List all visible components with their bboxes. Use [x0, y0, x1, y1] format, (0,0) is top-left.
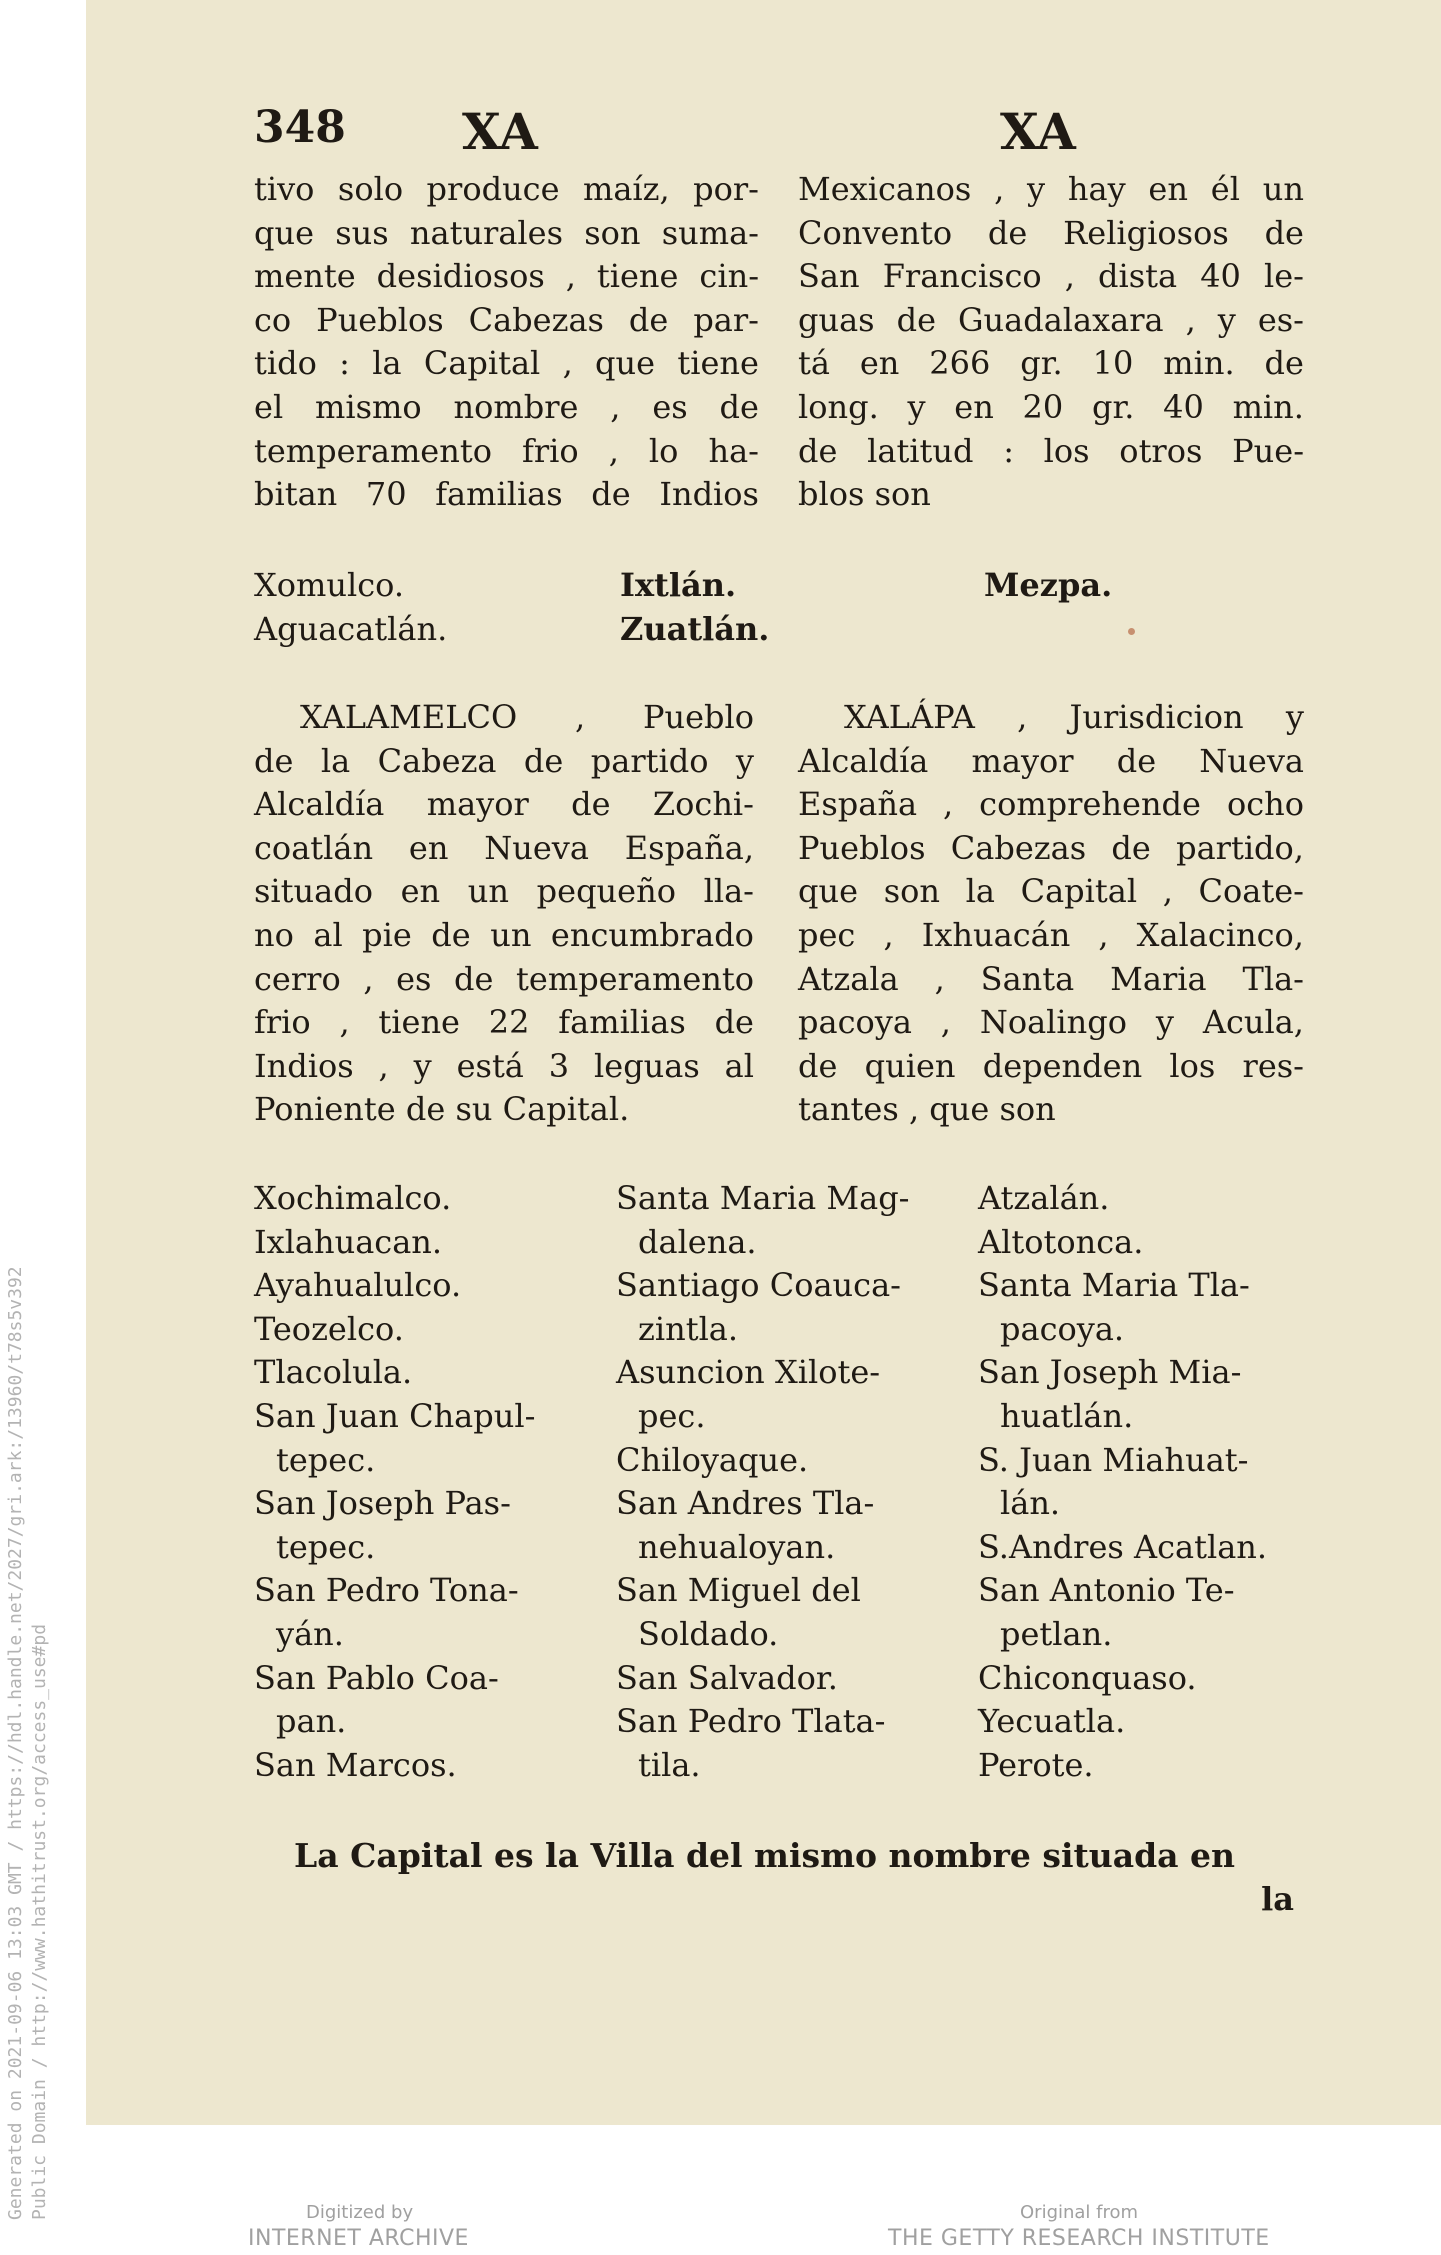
- ink-speck: [1128, 628, 1135, 635]
- list-item: San Joseph Pas-: [254, 1484, 511, 1523]
- list-item: Asuncion Xilote-: [616, 1353, 881, 1392]
- list-item: San Antonio Te-: [978, 1571, 1235, 1610]
- list-item: San Pedro Tona-: [254, 1571, 519, 1610]
- list-item: San Andres Tla-: [616, 1484, 875, 1523]
- text-line: de la Cabeza de partido y: [254, 741, 754, 780]
- text-line: situado en un pequeño lla-: [254, 872, 754, 911]
- text-line: Alcaldía mayor de Nueva: [798, 741, 1304, 780]
- text-line: Pueblos Cabezas de partido,: [798, 828, 1304, 867]
- list-item: Ixtlán.: [620, 566, 737, 604]
- running-head-left: XA: [462, 102, 538, 161]
- text-line: España , comprehende ocho: [798, 785, 1304, 824]
- middle-left-column: [254, 696, 754, 1132]
- text-line: Poniente de su Capital.: [254, 1090, 630, 1129]
- internet-archive-label: INTERNET ARCHIVE: [248, 2226, 469, 2251]
- text-line: de latitud : los otros Pue-: [798, 431, 1304, 470]
- text-line: que son la Capital , Coate-: [798, 872, 1304, 911]
- list-item: huatlán.: [1000, 1396, 1134, 1435]
- text-line: cerro , es de temperamento: [254, 959, 754, 998]
- generation-stamp: [4, 1266, 52, 2220]
- text-line: tantes , que son: [798, 1090, 1056, 1129]
- list-item: Zuatlán.: [620, 609, 770, 648]
- text-line: Alcaldía mayor de Zochi-: [254, 785, 754, 824]
- text-line: tivo solo produce maíz, por-: [254, 170, 759, 208]
- digitized-by-label: Digitized by: [306, 2202, 414, 2223]
- list-item: dalena.: [638, 1222, 757, 1261]
- list-item: Yecuatla.: [978, 1702, 1126, 1741]
- text-line: Indios , y está 3 leguas al: [254, 1046, 754, 1085]
- page-number: 348: [254, 102, 346, 153]
- list-item: San Miguel del: [616, 1571, 861, 1610]
- getty-label: THE GETTY RESEARCH INSTITUTE: [888, 2226, 1270, 2251]
- list-item: San Juan Chapul-: [254, 1396, 536, 1435]
- list-item: Ixlahuacan.: [254, 1222, 443, 1261]
- text-line: tá en 266 gr. 10 min. de: [798, 344, 1304, 383]
- text-line: pec , Ixhuacán , Xalacinco,: [798, 915, 1304, 954]
- list-item: tila.: [638, 1745, 701, 1784]
- list-item: San Marcos.: [254, 1745, 457, 1784]
- text-line: que sus naturales son suma-: [254, 213, 759, 252]
- text-line: XALÁPA , Jurisdicion y: [844, 698, 1304, 736]
- text-line: San Francisco , dista 40 le-: [798, 257, 1304, 296]
- text-line: temperamento frio , lo ha-: [254, 431, 759, 470]
- list-item: zintla.: [638, 1309, 739, 1348]
- list-item: pec.: [638, 1396, 706, 1435]
- list-item: Teozelco.: [254, 1309, 404, 1348]
- list-item: San Pablo Coa-: [254, 1658, 499, 1697]
- list-item: Santiago Coauca-: [616, 1266, 901, 1305]
- middle-right-column: [798, 696, 1304, 1132]
- list-item: Mezpa.: [984, 566, 1113, 604]
- list-item: San Joseph Mia-: [978, 1353, 1242, 1392]
- list-item: Chiconquaso.: [978, 1658, 1197, 1697]
- list-item: S.Andres Acatlan.: [978, 1527, 1268, 1566]
- list-item: Xochimalco.: [254, 1179, 452, 1217]
- list-item: Aguacatlán.: [254, 609, 448, 648]
- town-list-1-col-3: [984, 564, 1112, 608]
- text-line: XALAMELCO , Pueblo: [300, 698, 754, 736]
- list-item: S. Juan Miahuat-: [978, 1440, 1249, 1479]
- running-head-right: XA: [1000, 102, 1076, 161]
- text-line: bitan 70 familias de Indios: [254, 475, 759, 514]
- list-item: petlan.: [1000, 1614, 1113, 1653]
- original-from-label: Original from: [1020, 2202, 1139, 2223]
- list-item: pan.: [276, 1702, 347, 1741]
- town-list-1-col-1: [254, 564, 447, 651]
- closing-line: La Capital es la Villa del mismo nombre situada en: [294, 1836, 1236, 1875]
- list-item: San Pedro Tlata-: [616, 1702, 886, 1741]
- text-line: tido : la Capital , que tiene: [254, 344, 759, 383]
- list-item: nehualoyan.: [638, 1527, 836, 1566]
- top-left-column: [254, 168, 759, 517]
- text-line: Convento de Religiosos de: [798, 213, 1304, 252]
- text-line: de quien dependen los res-: [798, 1046, 1304, 1085]
- top-right-column: [798, 168, 1304, 517]
- list-item: Xomulco.: [254, 566, 405, 604]
- list-item: Ayahualulco.: [254, 1266, 462, 1305]
- town-list-2-col-3: [978, 1177, 1267, 1787]
- list-item: Soldado.: [638, 1614, 779, 1653]
- list-item: Tlacolula.: [254, 1353, 413, 1392]
- town-list-2-col-1: [254, 1177, 535, 1787]
- list-item: Perote.: [978, 1745, 1094, 1784]
- text-line: pacoya , Noalingo y Acula,: [798, 1003, 1304, 1042]
- text-line: el mismo nombre , es de: [254, 387, 759, 426]
- text-line: long. y en 20 gr. 40 min.: [798, 387, 1304, 426]
- list-item: pacoya.: [1000, 1309, 1125, 1348]
- list-item: yán.: [276, 1614, 344, 1653]
- list-item: San Salvador.: [616, 1658, 838, 1697]
- text-line: mente desidiosos , tiene cin-: [254, 257, 759, 296]
- list-item: Atzalán.: [978, 1179, 1110, 1217]
- catchword: la: [1261, 1879, 1294, 1918]
- town-list-2-col-2: [616, 1177, 909, 1787]
- text-line: co Pueblos Cabezas de par-: [254, 300, 759, 339]
- text-line: guas de Guadalaxara , y es-: [798, 300, 1304, 339]
- generation-stamp-line-1: Generated on 2021-09-06 13:03 GMT / https://hdl.handle.net/2027/gri.ark:/13960/t78s5v392: [5, 1266, 26, 2220]
- list-item: tepec.: [276, 1527, 376, 1566]
- text-line: no al pie de un encumbrado: [254, 915, 754, 954]
- list-item: tepec.: [276, 1440, 376, 1479]
- text-line: Atzala , Santa Maria Tla-: [798, 959, 1304, 998]
- generation-stamp-line-2: Public Domain / http://www.hathitrust.org/access_use#pd: [29, 1623, 50, 2220]
- list-item: Santa Maria Tla-: [978, 1266, 1250, 1305]
- closing-text: [294, 1834, 1294, 1921]
- text-line: coatlán en Nueva España,: [254, 828, 754, 867]
- list-item: Altotonca.: [978, 1222, 1144, 1261]
- text-line: blos son: [798, 475, 931, 514]
- text-line: Mexicanos , y hay en él un: [798, 170, 1304, 208]
- list-item: lán.: [1000, 1484, 1061, 1523]
- town-list-1-col-2: [620, 564, 769, 651]
- list-item: Chiloyaque.: [616, 1440, 809, 1479]
- text-line: frio , tiene 22 familias de: [254, 1003, 754, 1042]
- list-item: Santa Maria Mag-: [616, 1179, 910, 1217]
